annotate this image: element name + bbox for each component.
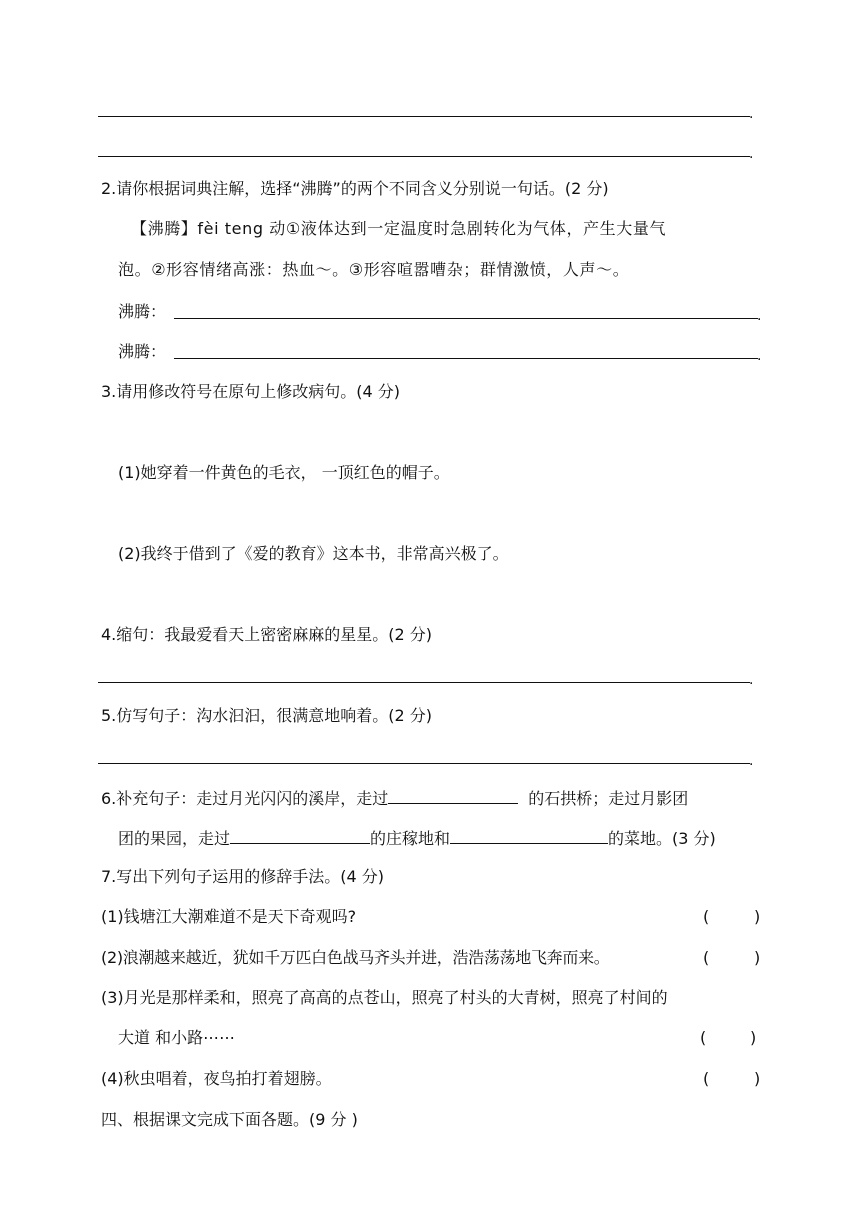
faulty-sentence-1: (1)她穿着一件黄色的毛衣， 一顶红色的帽子。 <box>118 463 450 482</box>
q6-text: 的庄稼地和 <box>370 829 451 848</box>
q6-text: 的菜地。(3 分) <box>608 829 716 848</box>
question-5-title: 5.仿写句子：沟水汩汩，很满意地响着。(2 分) <box>101 706 433 725</box>
boiling-answer-line-1[interactable] <box>174 318 758 319</box>
line-end-dot: . <box>749 146 754 162</box>
q6-text: 6.补充句子：走过月光闪闪的溪岸，走过 <box>101 789 389 808</box>
line-end-dot: . <box>749 672 754 688</box>
rhetoric-answer-box-4[interactable] <box>712 1067 752 1091</box>
boiling-label-2: 沸腾： <box>118 342 167 361</box>
section-4-title: 四、根据课文完成下面各题。(9 分 ) <box>101 1110 358 1129</box>
rhetoric-item-4: (4)秋虫唱着，夜鸟拍打着翅膀。 <box>101 1069 332 1088</box>
fill-blank-3[interactable] <box>450 827 608 844</box>
fill-blank-1[interactable] <box>388 787 518 804</box>
answer-paren-close: ) <box>750 1028 757 1047</box>
answer-paren-open: ( <box>703 948 710 967</box>
boiling-answer-line-2[interactable] <box>174 358 758 359</box>
answer-paren-open: ( <box>700 1028 707 1047</box>
boiling-label-1: 沸腾： <box>118 302 167 321</box>
answer-line[interactable] <box>98 156 750 157</box>
line-end-dot: . <box>749 106 754 122</box>
question-4-title: 4.缩句：我最爱看天上密密麻麻的星星。(2 分) <box>101 625 433 644</box>
answer-paren-close: ) <box>754 1069 761 1088</box>
answer-line[interactable] <box>98 763 750 764</box>
question-2-title: 2.请你根据词典注解，选择“沸腾”的两个不同含义分别说一句话。(2 分) <box>101 179 609 198</box>
question-7-title: 7.写出下列句子运用的修辞手法。(4 分) <box>101 867 385 886</box>
rhetoric-item-1: (1)钱塘江大潮难道不是天下奇观吗? <box>101 907 357 926</box>
answer-line[interactable] <box>98 116 750 117</box>
answer-paren-open: ( <box>703 1069 710 1088</box>
rhetoric-item-3-line-1: (3)月光是那样柔和，照亮了高高的点苍山，照亮了村头的大青树，照亮了村间的 <box>101 988 668 1007</box>
dictionary-entry-line-1: 【沸腾】fèi teng 动①液体达到一定温度时急剧转化为气体，产生大量气 <box>131 219 667 238</box>
question-3-title: 3.请用修改符号在原句上修改病句。(4 分) <box>101 382 401 401</box>
answer-line[interactable] <box>98 682 750 683</box>
rhetoric-answer-box-1[interactable] <box>712 905 752 929</box>
line-end-dot: . <box>749 753 754 769</box>
answer-paren-close: ) <box>754 948 761 967</box>
dictionary-entry-line-2: 泡。②形容情绪高涨：热血～。③形容喧嚣嘈杂；群情激愤，人声～。 <box>118 260 630 279</box>
fill-blank-2[interactable] <box>230 827 370 844</box>
answer-paren-close: ) <box>754 907 761 926</box>
rhetoric-answer-box-3[interactable] <box>710 1026 750 1050</box>
q6-text: 团的果园，走过 <box>118 829 231 848</box>
answer-paren-open: ( <box>703 907 710 926</box>
rhetoric-item-2: (2)浪潮越来越近，犹如千万匹白色战马齐头并进，浩浩荡荡地飞奔而来。 <box>101 948 610 967</box>
line-end-dot: . <box>757 308 762 324</box>
question-6-line-1 <box>101 787 688 809</box>
faulty-sentence-2: (2)我终于借到了《爱的教育》这本书，非常高兴极了。 <box>118 544 509 563</box>
q6-text: 的石拱桥；走过月影团 <box>528 789 689 808</box>
rhetoric-answer-box-2[interactable] <box>712 946 752 970</box>
line-end-dot: . <box>757 348 762 364</box>
question-6-line-2 <box>118 827 716 849</box>
rhetoric-item-3-line-2: 大道 和小路⋯⋯ <box>118 1028 236 1047</box>
